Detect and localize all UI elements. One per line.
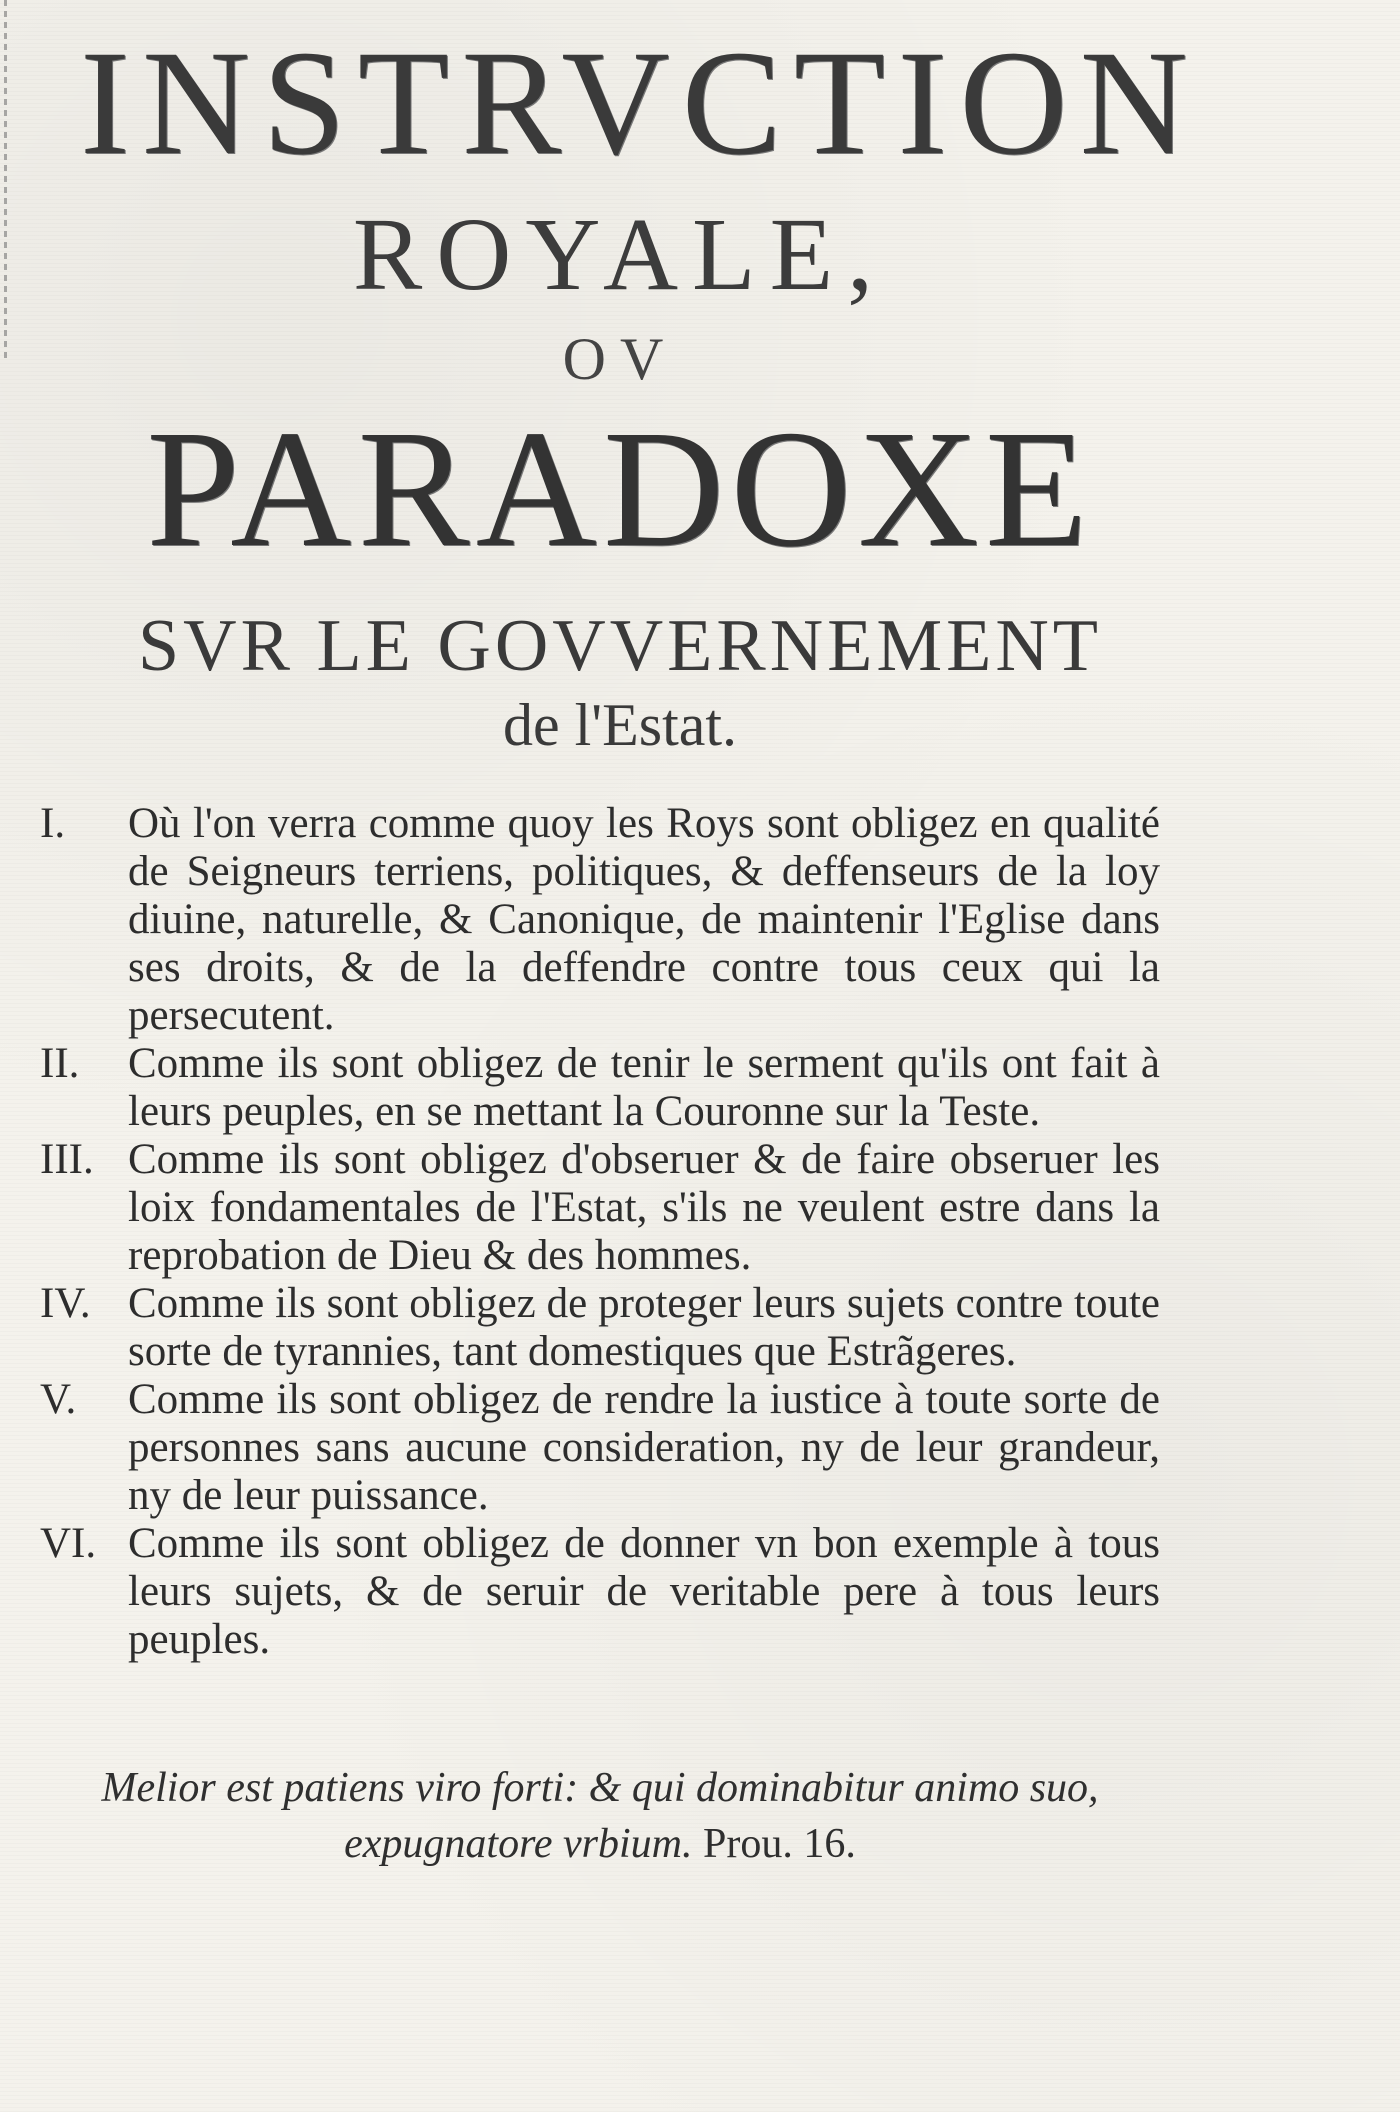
scripture-motto <box>40 1760 1160 1872</box>
list-item <box>40 1520 1160 1664</box>
item-text: Comme ils sont obligez de proteger leurs sujets contre toute sorte de tyrannies, tant domestiques que Estrãgeres. <box>128 1280 1160 1375</box>
item-number: I. <box>40 800 66 847</box>
motto-line-1: Melior est patiens viro forti: & qui dominabitur animo suo, <box>101 1765 1099 1811</box>
list-item <box>40 1280 1160 1376</box>
title-line-instruction: INSTRVCTION <box>80 20 1200 186</box>
motto-line-2-text: expugnatore vrbium. <box>344 1821 693 1867</box>
motto-line-2 <box>40 1816 1160 1872</box>
item-text: Comme ils sont obligez d'obseruer & de faire obseruer les loix fondamentales de l'Estat, s'ils ne veulent estre dans la reprobation de Dieu & des hommes. <box>128 1136 1160 1279</box>
subtitle-line-estat: de l'Estat. <box>502 692 738 758</box>
list-item <box>40 1136 1160 1280</box>
item-number: III. <box>40 1136 94 1183</box>
list-item <box>40 1376 1160 1520</box>
item-number: VI. <box>40 1520 97 1567</box>
article-list <box>40 800 1160 1664</box>
item-number: V. <box>40 1376 77 1423</box>
item-text: Où l'on verra comme quoy les Roys sont obligez en qualité de Seigneurs terriens, politiques, & deffenseurs de la loy diuine, naturelle, & Canonique, de maintenir l'Eglise dans ses droits, & de la deffendre contre tous ceux qui la persecutent. <box>128 800 1160 1039</box>
title-line-paradoxe: PARADOXE <box>146 396 1094 582</box>
item-text: Comme ils sont obligez de donner vn bon exemple à tous leurs sujets, & de seruir de veritable pere à tous leurs peuples. <box>128 1520 1160 1663</box>
motto-reference: Prou. 16. <box>703 1821 856 1867</box>
item-number: II. <box>40 1040 80 1087</box>
subtitle-line-gouvernement: SVR LE GOVVERNEMENT <box>138 605 1102 687</box>
list-item <box>40 800 1160 1040</box>
title-line-ou: OV <box>562 326 678 392</box>
item-text: Comme ils sont obligez de rendre la iustice à toute sorte de personnes sans aucune consideration, ny de leur grandeur, ny de leur puissance. <box>128 1376 1160 1519</box>
item-text: Comme ils sont obligez de tenir le serment qu'ils ont fait à leurs peuples, en se mettant la Couronne sur la Teste. <box>128 1040 1160 1135</box>
list-item <box>40 1040 1160 1136</box>
item-number: IV. <box>40 1280 91 1327</box>
title-line-royale: ROYALE, <box>352 197 888 312</box>
title-block <box>0 20 1240 760</box>
